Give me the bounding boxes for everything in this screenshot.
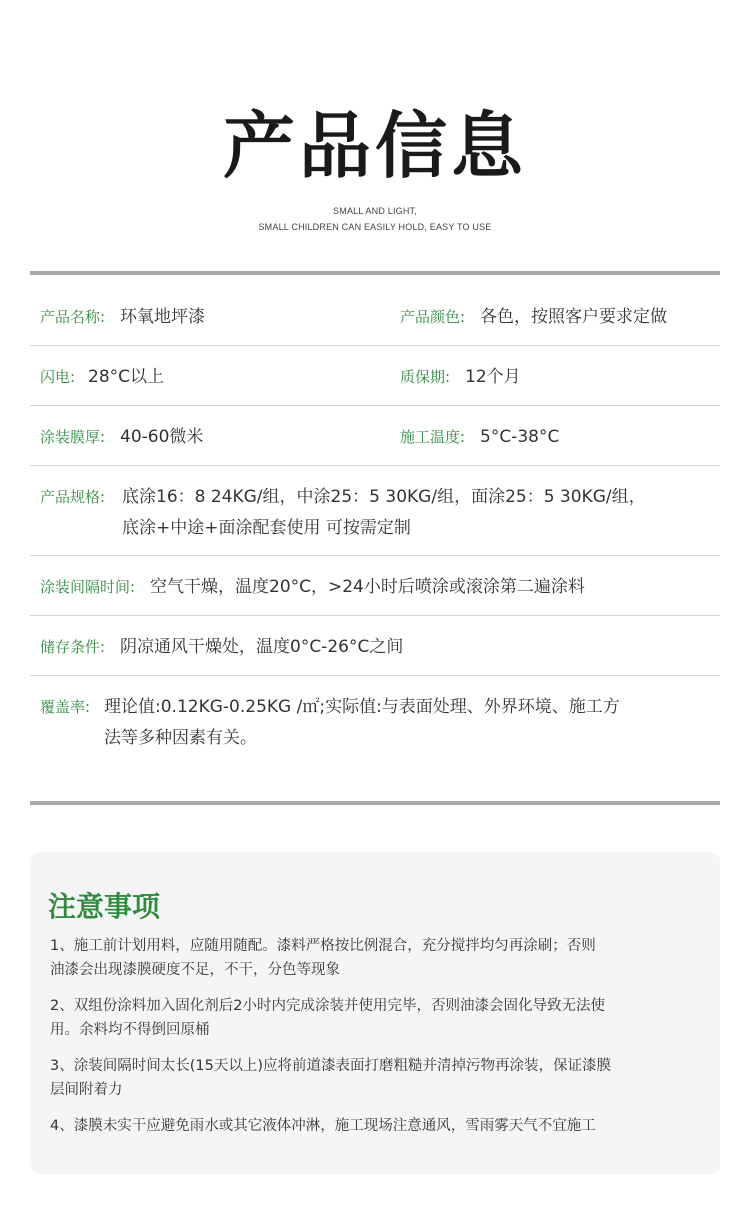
row-divider — [30, 465, 720, 466]
label-film-thickness: 涂装膜厚: — [40, 428, 106, 446]
note-line: 4、漆膜未实干应避免雨水或其它液体冲淋，施工现场注意通风，雪雨雾天气不宜施工 — [50, 1118, 596, 1134]
label-storage: 储存条件: — [40, 638, 106, 656]
note-line: 油漆会出现漆膜硬度不足，不干，分色等现象 — [50, 962, 340, 978]
note-line: 3、涂装间隔时间太长(15天以上)应将前道漆表面打磨粗糙并清掉污物再涂装，保证漆膜 — [50, 1058, 611, 1074]
value-flash-point: 28°C以上 — [88, 367, 165, 387]
value-product-name: 环氧地坪漆 — [120, 307, 205, 327]
notes-panel — [30, 852, 720, 1174]
row-divider — [30, 615, 720, 616]
row-divider — [30, 405, 720, 406]
label-coating-interval: 涂装间隔时间: — [40, 578, 136, 596]
note-item — [50, 1114, 690, 1138]
note-line: 用。余料均不得倒回原桶 — [50, 1022, 210, 1038]
value-coating-interval: 空气干燥，温度20°C，>24小时后喷涂或滚涂第二遍涂料 — [150, 577, 585, 597]
row-divider — [30, 675, 720, 676]
label-product-spec: 产品规格: — [40, 488, 106, 506]
value-film-thickness: 40-60微米 — [120, 427, 204, 447]
notes-title: 注意事项 — [48, 890, 161, 923]
note-item — [50, 1054, 690, 1102]
value-product-spec-line-1: 底涂16：8 24KG/组，中涂25：5 30KG/组，面涂25：5 30KG/组， — [122, 487, 646, 507]
label-warranty: 质保期: — [400, 368, 451, 386]
row-divider — [30, 555, 720, 556]
subtitle-line-1: SMALL AND LIGHT, — [333, 206, 417, 216]
value-product-color: 各色，按照客户要求定做 — [480, 307, 667, 327]
label-coverage: 覆盖率: — [40, 698, 91, 716]
value-warranty: 12个月 — [465, 367, 521, 387]
label-flash-point: 闪电: — [40, 368, 76, 386]
row-divider — [30, 345, 720, 346]
note-line: 2、双组份涂料加入固化剂后2小时内完成涂装并使用完毕，否则油漆会固化导致无法使 — [50, 998, 605, 1014]
page-title: 产品信息 — [222, 104, 527, 188]
label-application-temp: 施工温度: — [400, 428, 466, 446]
subtitle-line-2: SMALL CHILDREN CAN EASILY HOLD, EASY TO USE — [258, 222, 492, 232]
note-line: 层间附着力 — [50, 1082, 123, 1098]
label-product-name: 产品名称: — [40, 308, 106, 326]
value-storage: 阴凉通风干燥处，温度0°C-26°C之间 — [120, 637, 404, 657]
label-product-color: 产品颜色: — [400, 308, 466, 326]
value-application-temp: 5°C-38°C — [480, 427, 560, 447]
note-item — [50, 994, 690, 1042]
note-line: 1、施工前计划用料，应随用随配。漆料严格按比例混合，充分搅拌均匀再涂刷；否则 — [50, 938, 596, 954]
note-item — [50, 934, 690, 982]
value-product-spec-line-2: 底涂+中途+面涂配套使用 可按需定制 — [122, 518, 411, 538]
value-coverage-line-2: 法等多种因素有关。 — [104, 728, 257, 748]
bottom-divider — [30, 801, 720, 805]
top-divider — [30, 271, 720, 275]
value-coverage-line-1: 理论值:0.12KG-0.25KG /㎡;实际值:与表面处理、外界环境、施工方 — [104, 697, 620, 717]
